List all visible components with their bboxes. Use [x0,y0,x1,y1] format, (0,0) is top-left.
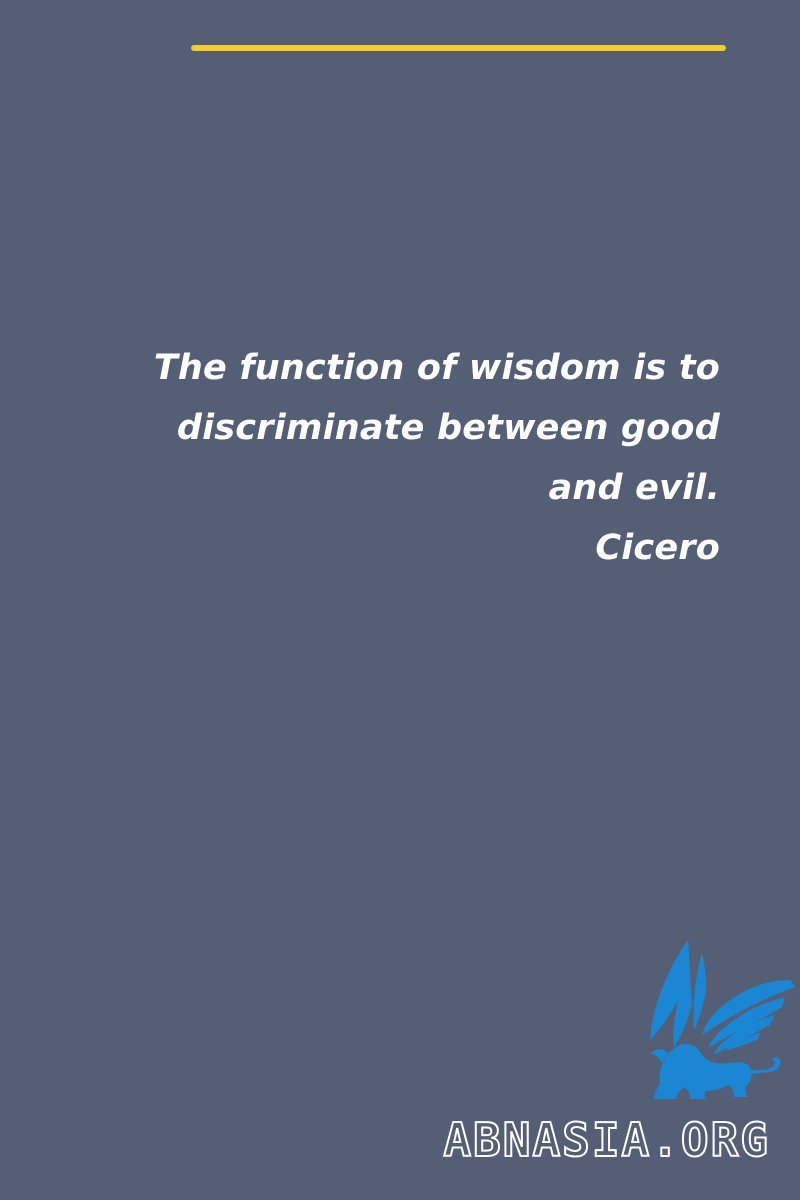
griffin-icon [630,935,800,1100]
quote-text [80,338,720,578]
quote-author: Cicero [595,528,720,568]
quote-line: The function of wisdom is to [153,348,720,388]
accent-bar [191,45,726,51]
quote-line: discriminate between good [176,408,720,448]
site-url: ABNASIA.ORG [443,1113,770,1167]
quote-line: and evil. [548,468,720,508]
